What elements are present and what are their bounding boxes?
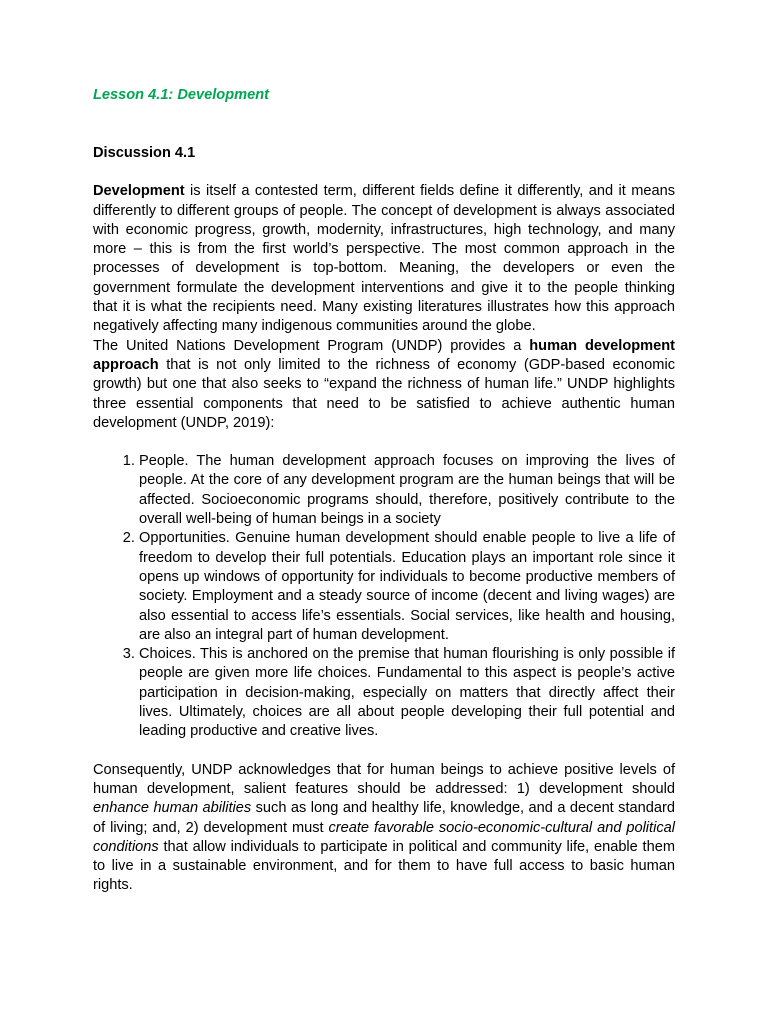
paragraph-text: that allow individuals to participate in political and community life, enable them to live in a sustainable environment, and for them to have full access to basic human rights. xyxy=(93,838,675,894)
emphasis-favorable-conditions: create favorable socio-economic-cultural and political conditions xyxy=(93,819,676,855)
paragraph-text: such as long and healthy life, knowledge, and a decent standard of living; and, 2) development must xyxy=(93,800,675,836)
list-item-opportunities: 2. Opportunities. Genuine human development should enable people to live a life of freedom to develop their full potentials. Education plays an important role since it opens up windows of opportunity for individuals to become productive members of society. Employment and a steady source of income (decent and living wages) are also essential to access life’s essentials. Social services, like health and housing, are also an integral part of human development. xyxy=(139,529,675,645)
document-page xyxy=(93,86,675,896)
term-development: Development xyxy=(93,183,185,200)
emphasis-enhance-human-abilities: enhance human abilities xyxy=(93,800,252,817)
paragraph-text: that is not only limited to the richness of economy (GDP-based economic growth) but one that also seeks to “expand the richness of human life.” UNDP highlights three essential components that need to be satisfied to achieve authentic human development (UNDP, 2019): xyxy=(93,356,675,431)
lesson-title: Lesson 4.1: Development xyxy=(93,87,269,103)
list-item-choices: 3. Choices. This is anchored on the premise that human flourishing is only possible if people are given more life choices. Fundamental to this aspect is people’s active participation in decision-making, especially on matters that directly affect their lives. Ultimately, choices are all about people developing their full potential and leading productive and creative lives. xyxy=(139,645,675,741)
paragraph-salient-features xyxy=(93,761,675,896)
discussion-title: Discussion 4.1 xyxy=(93,145,196,161)
paragraph-text: Consequently, UNDP acknowledges that for human beings to achieve positive levels of human development, salient features should be addressed: 1) development should xyxy=(93,761,675,797)
paragraph-undp-approach xyxy=(93,337,675,433)
paragraph-text: The United Nations Development Program (UNDP) provides a xyxy=(93,337,530,354)
paragraph-text: is itself a contested term, different fields define it differently, and it means differently to different groups of people. The concept of development is always associated with economic progress, growth, modernity, infrastructures, high technology, and many more – this is from the first world’s perspective. The most common approach in the processes of development is top-bottom. Meaning, the developers or even the government formulate the development interventions and give it to the people thinking that it is what the recipients need. Many existing literatures illustrates how this approach negatively affecting many indigenous communities around the globe. xyxy=(93,183,675,335)
components-list xyxy=(93,452,675,741)
paragraph-development-definition xyxy=(93,182,675,336)
list-item-people: 1. People. The human development approach focuses on improving the lives of people. At the core of any development program are the human beings that will be affected. Socioeconomic programs should, therefore, positively contribute to the overall well-being of human beings in a society xyxy=(139,452,675,529)
term-human-development-approach: human development approach xyxy=(93,337,676,373)
